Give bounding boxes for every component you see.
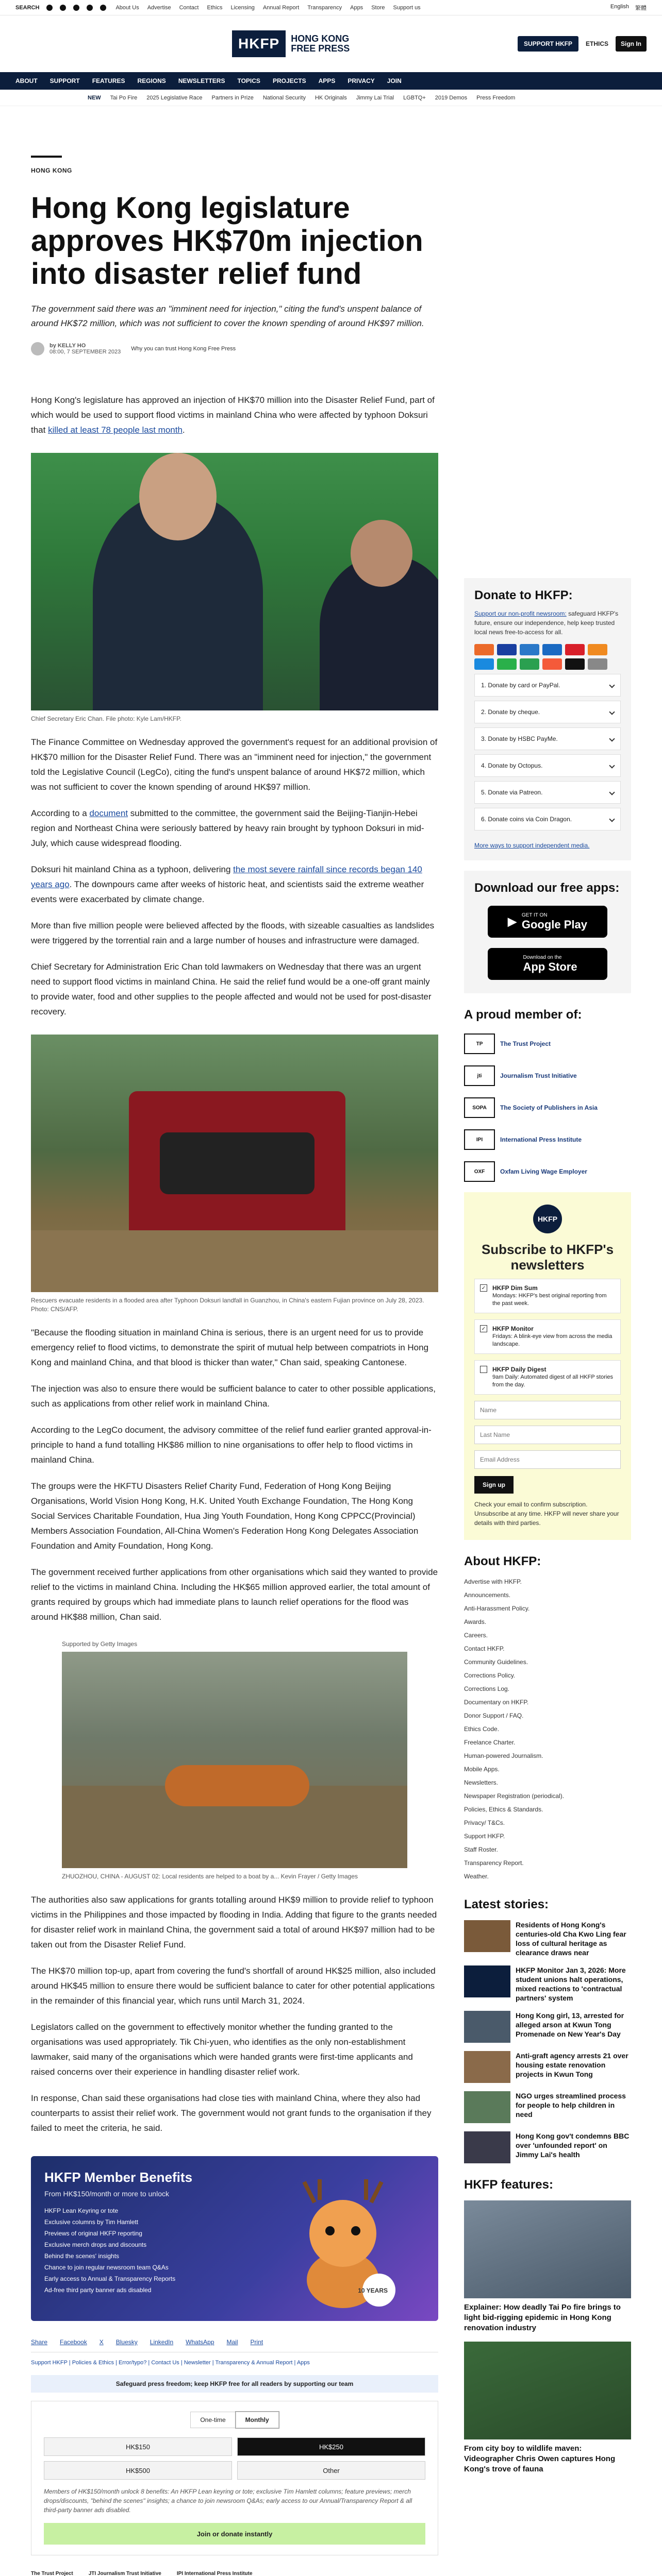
share-bar	[31, 2338, 438, 2352]
donate-option[interactable]: 6. Donate coins via Coin Dragon.	[474, 808, 621, 831]
tier-options	[44, 2437, 425, 2480]
about-item[interactable]: Advertise with HKFP.	[464, 1578, 522, 1585]
chevron-down-icon	[609, 682, 615, 688]
paragraph: The government received further applications from other organisations which said they wanted to provide relief to the victims in mainland China. Including the HK$65 million approved earlier, the total amount of grants required by groups which had immediate plans to launch relief operations for the flood was around HK$88 million, Chan said.	[31, 1567, 438, 1622]
jti-logo[interactable]: JTI Journalism Trust Initiative	[88, 2571, 161, 2576]
nav-item[interactable]: NEWSLETTERS	[178, 77, 225, 84]
promo-item: Exclusive columns by Tim Hamlett	[44, 2218, 139, 2226]
top-utility-bar	[0, 0, 662, 15]
photo-image	[31, 1035, 438, 1292]
paragraph: More than five million people were believed affected by the floods, with sizeable casualties as landslides were triggered by the torrential rain and a large number of houses and infrastructure were damaged.	[31, 921, 435, 945]
donate-option[interactable]: 2. Donate by cheque.	[474, 701, 621, 723]
nav-item[interactable]: PROJECTS	[272, 77, 306, 84]
join-button[interactable]: Join or donate instantly	[44, 2523, 425, 2545]
features-box	[464, 2178, 631, 2475]
donate-text: Support our non-profit newsroom: safeguard HKFP's future, ensure our independence, help keep trusted local news free-to-access for all.	[474, 610, 619, 636]
nav-item[interactable]: ABOUT	[15, 77, 38, 84]
about-item[interactable]: Donor Support / FAQ.	[464, 1712, 524, 1719]
ten-years-badge: 10 YEARS	[358, 2287, 388, 2294]
paragraph: The injection was also to ensure there would be sufficient balance to cater to other possible applications, such as applications from other relief work in mainland China.	[31, 1384, 436, 1409]
footer-logos	[31, 2571, 438, 2576]
about-item[interactable]: Ethics Code.	[464, 1725, 500, 1733]
apps-title: Download our free apps:	[474, 881, 620, 895]
safeguard-banner[interactable]: Safeguard press freedom; keep HKFP free for all readers by supporting our team	[31, 2375, 438, 2393]
member-of-title: A proud member of:	[464, 1008, 582, 1022]
instagram-icon[interactable]	[73, 5, 79, 11]
share-mail[interactable]: Mail	[226, 2338, 238, 2346]
signup-button[interactable]: Sign up	[474, 1476, 514, 1494]
chevron-down-icon	[609, 816, 615, 822]
photo-getty-embed	[31, 1640, 438, 1881]
paypal-icon	[542, 644, 562, 655]
article-body	[31, 393, 438, 2136]
trending-item[interactable]: HK Originals	[315, 94, 347, 101]
story-item[interactable]: Hong Kong gov't condemns BBC over 'unfounded report' on Jimmy Lai's health	[464, 2131, 631, 2163]
oxfam-logo: OXF	[464, 1161, 495, 1182]
about-item[interactable]: Transparency Report.	[464, 1859, 524, 1867]
trust-project-logo[interactable]: The Trust Project	[31, 2571, 73, 2576]
x-icon[interactable]	[60, 5, 66, 11]
facebook-icon[interactable]	[46, 5, 53, 11]
rainfall-link[interactable]: the most severe rainfall since records began 140 years ago	[31, 865, 422, 889]
feature-image[interactable]	[464, 2342, 631, 2439]
author-avatar	[31, 342, 44, 355]
about-box	[464, 1554, 631, 1883]
top-link[interactable]: Ethics	[207, 4, 223, 11]
member-logo[interactable]: jti Journalism Trust Initiative	[464, 1065, 631, 1086]
alipay-icon	[474, 658, 494, 670]
logo-text: HONG KONG FREE PRESS	[291, 33, 350, 54]
photo-image[interactable]	[62, 1652, 407, 1868]
member-logo[interactable]: SOPA The Society of Publishers in Asia	[464, 1097, 631, 1118]
hkfp-logo[interactable]	[232, 30, 350, 57]
lang-chinese[interactable]: 繁體	[635, 5, 647, 11]
top-link[interactable]: Transparency	[307, 4, 342, 11]
ipi-logo[interactable]: IPI International Press Institute	[176, 2571, 253, 2576]
frequency-toggle	[44, 2412, 425, 2428]
patreon-icon	[542, 658, 562, 670]
nav-item[interactable]: SUPPORT	[49, 77, 80, 84]
paragraph: Legislators called on the government to effectively monitor whether the funding granted to the organisations was used appropriately. Tik Chi-yuen, who identifies as the only non-establishment lawmaker, said many of the organisations which were handed grants were first-time applicants and raised concerns over their experience in handling disaster relief work.	[31, 2022, 413, 2077]
top-link[interactable]: Advertise	[147, 4, 171, 11]
search-link[interactable]: SEARCH	[15, 4, 40, 11]
story-thumbnail	[464, 2091, 510, 2123]
killed-link[interactable]: killed at least 78 people last month	[48, 425, 183, 435]
payment-icons	[474, 644, 621, 670]
trending-item[interactable]: 2019 Demos	[435, 94, 468, 101]
feature-headline[interactable]: From city boy to wildlife maven: Videographer Chris Owen captures Hong Kong's trove of fauna	[464, 2444, 616, 2473]
newsletter-option[interactable]: HKFP Daily Digest 9am Daily: Automated digest of all HKFP stories from the day.	[474, 1360, 621, 1395]
photo-caption: Rescuers evacuate residents in a flooded area after Typhoon Doksuri landfall in Guanzhou, in China's eastern Fujian province on July 28, 2023. Photo: CNS/AFP.	[31, 1297, 424, 1313]
latest-stories	[464, 1897, 631, 2163]
email-field[interactable]	[474, 1450, 621, 1469]
photo-caption: Chief Secretary Eric Chan. File photo: Kyle Lam/HKFP.	[31, 715, 181, 722]
about-item[interactable]: Corrections Log.	[464, 1685, 510, 1692]
logo-mark: HKFP	[232, 30, 286, 57]
trending-new-label: NEW	[88, 94, 101, 101]
about-item[interactable]: Awards.	[464, 1618, 487, 1625]
photo-image	[31, 453, 438, 710]
about-item[interactable]: Community Guidelines.	[464, 1658, 528, 1666]
amex-icon	[520, 644, 539, 655]
member-logo[interactable]: IPI International Press Institute	[464, 1129, 631, 1150]
apps-box	[464, 871, 631, 993]
wechat-icon	[497, 658, 517, 670]
newsletter-logo: HKFP	[533, 1205, 562, 1233]
trending-item[interactable]: National Security	[262, 94, 306, 101]
trending-item[interactable]: LGBTQ+	[403, 94, 426, 101]
about-item[interactable]: Mobile Apps.	[464, 1766, 500, 1773]
feature-image[interactable]	[464, 2200, 631, 2298]
about-item[interactable]: Careers.	[464, 1632, 488, 1639]
paragraph: According to the LegCo document, the advisory committee of the relief fund earlier granted approval-in-principle to hand a fund totalling HK$86 million to nine organisations to offer help to flood victims in mainland China.	[31, 1425, 432, 1465]
nav-item[interactable]: FEATURES	[92, 77, 125, 84]
checkbox-checked-icon[interactable]: ✓	[480, 1325, 487, 1332]
about-item[interactable]: Announcements.	[464, 1591, 511, 1599]
tier-option[interactable]: HK$150	[44, 2437, 232, 2456]
member-note: Members of HK$150/month unlock 8 benefits: An HKFP Lean keyring or tote; exclusive Tim Hamlett columns; feature previews; merch drops/discounts, "behind the scenes" insights; a chance to join newsroom Q&As; early access to our Annual/Transparency Report & all third-party banner ads disabled.	[44, 2488, 412, 2514]
donate-option[interactable]: 4. Donate by Octopus.	[474, 754, 621, 777]
nav-item[interactable]: REGIONS	[137, 77, 166, 84]
top-link[interactable]: About Us	[115, 4, 139, 11]
feature-headline[interactable]: Explainer: How deadly Tai Po fire brings to light bid-rigging epidemic in Hong Kong renovation industry	[464, 2303, 621, 2332]
promo-title: HKFP Member Benefits	[44, 2170, 193, 2185]
tier-option[interactable]: Other	[237, 2461, 425, 2480]
page-wrap	[0, 156, 662, 2576]
photo-eric-chan	[31, 453, 438, 723]
play-icon: ▶	[507, 915, 517, 928]
mastercard-icon	[474, 644, 494, 655]
about-item[interactable]: Weather.	[464, 1873, 489, 1880]
story-thumbnail	[464, 1965, 510, 1997]
chevron-down-icon	[609, 736, 615, 741]
about-item[interactable]: Privacy/ T&Cs.	[464, 1819, 505, 1826]
jti-logo: jti	[464, 1065, 495, 1086]
paragraph: In response, Chan said these organisations had close ties with mainland China, where they also had counterparts to assist their relief work. The government would not grant funds to the organisation if they failed to meet the criteria, he said.	[31, 2093, 432, 2133]
share-linkedin[interactable]: LinkedIn	[150, 2338, 174, 2346]
article	[31, 156, 438, 2576]
nav-item[interactable]: TOPICS	[237, 77, 260, 84]
first-name-field[interactable]	[474, 1401, 621, 1419]
trust-link[interactable]: Why you can trust Hong Kong Free Press	[131, 346, 236, 352]
signin-button[interactable]: Sign In	[616, 36, 647, 52]
nav-item[interactable]: JOIN	[387, 77, 402, 84]
about-item[interactable]: Staff Roster.	[464, 1846, 498, 1853]
support-button[interactable]: SUPPORT HKFP	[518, 36, 578, 52]
app-store-button[interactable]: Download on the App Store	[488, 948, 607, 980]
promo-item: HKFP Lean Keyring or tote	[44, 2207, 119, 2214]
promo-item: Early access to Annual & Transparency Reports	[44, 2275, 176, 2282]
story-item[interactable]: Residents of Hong Kong's centuries-old Cha Kwo Ling fear loss of cultural heritage as clearance draws near	[464, 1920, 631, 1957]
story-item[interactable]: HKFP Monitor Jan 3, 2026: More student unions halt operations, mixed reactions to 'contractual partners' system	[464, 1965, 631, 2003]
newsletter-fineprint: Check your email to confirm subscription. Unsubscribe at any time. HKFP will never share your details with third parties.	[474, 1501, 619, 1527]
story-thumbnail	[464, 2011, 510, 2043]
ipi-logo: IPI	[464, 1129, 495, 1150]
trending-item[interactable]: 2025 Legislative Race	[146, 94, 203, 101]
share-facebook[interactable]: Facebook	[60, 2338, 87, 2346]
top-link[interactable]: Store	[371, 4, 385, 11]
trending-item[interactable]: Tai Po Fire	[110, 94, 138, 101]
checkbox-checked-icon[interactable]: ✓	[480, 1284, 487, 1292]
sopa-logo: SOPA	[464, 1097, 495, 1118]
donate-box	[464, 578, 631, 860]
about-item[interactable]: Anti-Harassment Policy.	[464, 1605, 530, 1612]
headline-rule	[31, 156, 62, 158]
donate-option[interactable]: 3. Donate by HSBC PayMe.	[474, 727, 621, 750]
top-link[interactable]: Apps	[350, 4, 363, 11]
lang-english[interactable]: English	[610, 3, 629, 10]
story-thumbnail	[464, 1920, 510, 1952]
nav-item[interactable]: PRIVACY	[347, 77, 375, 84]
member-of-box	[464, 1008, 631, 1182]
promo-item: Exclusive merch drops and discounts	[44, 2241, 147, 2248]
article-footer-links[interactable]: Support HKFP | Policies & Ethics | Error/typo? | Contact Us | Newsletter | Transparency & Annual Report | Apps	[31, 2360, 310, 2366]
tier-option[interactable]: HK$500	[44, 2461, 232, 2480]
main-nav	[0, 72, 662, 90]
member-logo[interactable]: TP The Trust Project	[464, 1033, 631, 1054]
youtube-icon[interactable]	[87, 5, 93, 11]
photo-caption: ZHUOZHOU, CHINA - AUGUST 02: Local residents are helped to a boat by a... Kevin Frayer / Getty Images	[62, 1873, 358, 1880]
about-item[interactable]: Human-powered Journalism.	[464, 1752, 543, 1759]
donate-option[interactable]: 1. Donate by card or PayPal.	[474, 674, 621, 697]
promo-sub: From HK$150/month or more to unlock	[44, 2190, 169, 2198]
top-link[interactable]: Annual Report	[262, 4, 300, 11]
ethics-link[interactable]: ETHICS	[585, 40, 608, 47]
chevron-down-icon	[609, 789, 615, 795]
about-item[interactable]: Support HKFP.	[464, 1833, 505, 1840]
paragraph: The groups were the HKFTU Disasters Relief Charity Fund, Federation of Hong Kong Beijing Organisations, World Vision Hong Kong, H.K. United Youth Exchange Foundation, The Hong Kong Social Services Charitable Foundation, Hua Jing Youth Foundation, Hong Kong CPPCC(Provincial) Members Association Foundation, All-China Women's Federation Hong Kong Delegates Association Foundation and Amity Foundation, Hong Kong.	[31, 1481, 419, 1551]
document-link[interactable]: document	[89, 808, 128, 818]
donate-option[interactable]: 5. Donate via Patreon.	[474, 781, 621, 804]
top-link[interactable]: Licensing	[230, 4, 255, 11]
article-headline: Hong Kong legislature approves HK$70m injection into disaster relief fund	[31, 191, 423, 291]
newsletter-title: Subscribe to HKFP's newsletters	[481, 1242, 614, 1273]
share-bluesky[interactable]: Bluesky	[115, 2338, 138, 2346]
story-thumbnail	[464, 2051, 510, 2083]
checkbox-icon[interactable]	[480, 1366, 487, 1373]
about-item[interactable]: Newspaper Registration (periodical).	[464, 1792, 565, 1800]
trending-bar	[0, 90, 662, 106]
fps-icon	[520, 658, 539, 670]
share-link[interactable]: Share	[31, 2338, 48, 2346]
story-item[interactable]: Anti-graft agency arrests 21 over housing estate renovation projects in Kwun Tong	[464, 2051, 631, 2083]
share-print[interactable]: Print	[250, 2338, 263, 2346]
paragraph: Hong Kong's legislature has approved an injection of HK$70 million into the Disaster Relief Fund, part of which would be used to support flood victims in mainland China who were affected by typhoon Doksuri that killed at least 78 people last month.	[31, 395, 435, 435]
visa-icon	[497, 644, 517, 655]
google-play-button[interactable]: ▶ GET IT ON Google Play	[488, 906, 607, 938]
trending-item[interactable]: Jimmy Lai Trial	[356, 94, 394, 101]
tier-option-selected[interactable]: HK$250	[237, 2437, 425, 2456]
threads-icon[interactable]	[100, 5, 106, 11]
top-links	[115, 5, 420, 11]
about-item[interactable]: Documentary on HKFP.	[464, 1699, 529, 1706]
gpay-icon	[588, 658, 607, 670]
apple-pay-icon	[565, 658, 585, 670]
promo-item: Chance to join regular newsroom team Q&As	[44, 2264, 169, 2271]
author-name[interactable]: by KELLY HO	[49, 343, 86, 349]
article-date: 08:00, 7 SEPTEMBER 2023	[49, 349, 121, 355]
paragraph: The authorities also saw applications for grants totalling around HK$9 million to provide relief to typhoon victims in the Philippines and those impacted by flooding in India. Adding that figure to the grants needed for disaster relief work in mainland China, the government said a total of around HK$97 million had to be taken out from the Disaster Relief Fund.	[31, 1895, 437, 1950]
promo-item: Previews of original HKFP reporting	[44, 2230, 142, 2237]
trust-project-logo: TP	[464, 1033, 495, 1054]
about-item[interactable]: Newsletters.	[464, 1779, 499, 1786]
member-logo[interactable]: OXF Oxfam Living Wage Employer	[464, 1161, 631, 1182]
newsletter-option[interactable]: ✓ HKFP Monitor Fridays: A blink-eye view from across the media landscape.	[474, 1319, 621, 1354]
paragraph: Doksuri hit mainland China as a typhoon, delivering the most severe rainfall since records began 140 years ago. The downpours came after weeks of historic heat, and scientists said the extreme weather events were exacerbated by climate change.	[31, 865, 424, 904]
more-ways-link[interactable]: More ways to support independent media.	[474, 842, 590, 849]
story-thumbnail	[464, 2131, 510, 2163]
latest-title: Latest stories:	[464, 1897, 549, 1911]
share-x[interactable]: X	[99, 2338, 104, 2346]
trending-item[interactable]: Partners in Prize	[211, 94, 254, 101]
last-name-field[interactable]	[474, 1426, 621, 1444]
top-link[interactable]: Contact	[179, 4, 199, 11]
paragraph: "Because the flooding situation in mainland China is serious, there is an urgent need for us to provide emergency relief to flood victims, to demonstrate the spirit of mutual help between compatriots in Hong Kong and mainland China, and that blood is thicker than water," Chan said, speaking Cantonese.	[31, 1328, 429, 1367]
masthead	[0, 15, 662, 72]
payme-icon	[565, 644, 585, 655]
member-benefits-banner[interactable]	[31, 2156, 438, 2321]
membership-form	[31, 2401, 438, 2555]
about-list	[464, 1575, 631, 1883]
getty-credit: Supported by Getty Images	[62, 1640, 138, 1648]
story-item[interactable]: Hong Kong girl, 13, arrested for alleged arson at Kwun Tong Promenade on New Year's Day	[464, 2011, 631, 2043]
story-item[interactable]: NGO urges streamlined process for people to help children in need	[464, 2091, 631, 2123]
paragraph: The HK$70 million top-up, apart from covering the fund's shortfall of around HK$25 million, also included around HK$45 million to ensure there would be sufficient balance to cater for other potential applications in the remainder of this financial year, which runs until March 31, 2024.	[31, 1966, 436, 2006]
newsletter-box	[464, 1192, 631, 1540]
donate-link[interactable]: Support our non-profit newsroom:	[474, 610, 567, 617]
about-item[interactable]: Freelance Charter.	[464, 1739, 516, 1746]
octopus-icon	[588, 644, 607, 655]
nav-item[interactable]: APPS	[318, 77, 336, 84]
features-title: HKFP features:	[464, 2178, 553, 2192]
photo-flood-rescue	[31, 1035, 438, 1314]
toggle-monthly[interactable]: Monthly	[236, 2412, 279, 2428]
about-item[interactable]: Contact HKFP.	[464, 1645, 505, 1652]
chevron-down-icon	[609, 709, 615, 715]
paragraph: The Finance Committee on Wednesday approved the government's request for an additional provision of HK$70 million for the Disaster Relief Fund. There was an "imminent need for injection," the government told the Legislative Council (LegCo), citing the fund's unspent balance of around HK$72 million, which was not sufficient to cover the known spending of around HK$97 million.	[31, 737, 438, 792]
donate-title: Donate to HKFP:	[474, 588, 573, 602]
about-item[interactable]: Policies, Ethics & Standards.	[464, 1806, 543, 1813]
sidebar	[464, 578, 631, 2475]
about-item[interactable]: Corrections Policy.	[464, 1672, 516, 1679]
byline	[31, 342, 438, 355]
trending-item[interactable]: Press Freedom	[476, 94, 516, 101]
article-category[interactable]: HONG KONG	[31, 167, 72, 174]
chevron-down-icon	[609, 762, 615, 768]
promo-item: Behind the scenes' insights	[44, 2252, 120, 2260]
top-link[interactable]: Support us	[393, 4, 421, 11]
paragraph: Chief Secretary for Administration Eric Chan told lawmakers on Wednesday that there was an urgent need to support flood victims in mainland China. He said the relief fund would be a one-off grant mainly to provide water, food and other supplies to the people affected and would not be used for post-disaster recovery.	[31, 962, 432, 1016]
promo-item: Ad-free third party banner ads disabled	[44, 2286, 152, 2294]
share-whatsapp[interactable]: WhatsApp	[186, 2338, 214, 2346]
article-dek: The government said there was an "imminent need for injection," citing the fund's unspent balance of around HK$72 million, which was not sufficient to cover the known spending of around HK$97 million.	[31, 304, 424, 328]
toggle-one-time[interactable]: One-time	[190, 2412, 235, 2428]
about-title: About HKFP:	[464, 1554, 541, 1568]
newsletter-option[interactable]: ✓ HKFP Dim Sum Mondays: HKFP's best original reporting from the past week.	[474, 1279, 621, 1313]
paragraph: According to a document submitted to the committee, the government said the Beijing-Tianjin-Hebei region and Northeast China were seriously battered by heavy rain brought by typhoon Doksuri in mid-July, which cause widespread flooding.	[31, 808, 424, 848]
